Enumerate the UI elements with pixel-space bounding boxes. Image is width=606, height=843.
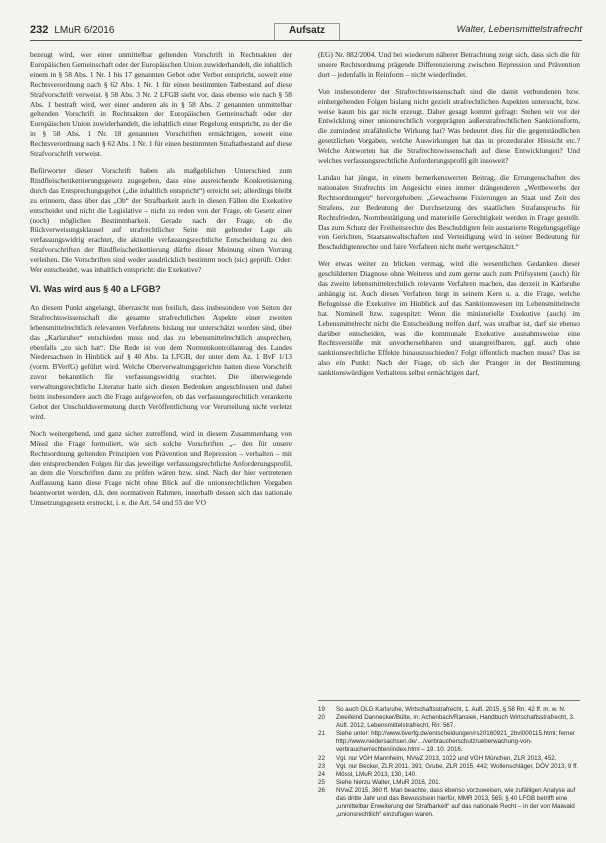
issue-label: LMuR 6/2016 — [54, 25, 115, 36]
section-tab: Aufsatz — [274, 23, 340, 40]
footnote — [318, 779, 580, 787]
footnote — [318, 706, 580, 714]
footnote-text: NVwZ 2015, 360 ff. Man beachte, dass ebenso vorzuweisen, wie zufälligen Analyse auf das dritte Jahr und das Bewusstsein hierfür, MMR 2013, 565; § 40 LFGB betrifft eine „unmittelbar Erweiterung der Strafbarkeit“ auf das nationale Recht – in der von Maiwald „unionsrechtlich“ einzufügen waren. — [336, 786, 576, 819]
page-header — [30, 22, 582, 41]
footnote — [318, 787, 580, 819]
footnote — [318, 730, 580, 754]
footnote-number: 25 — [318, 778, 325, 786]
footnote-text: Vgl. nur VGH Mannheim, NVwZ 2013, 1022 und VGH München, ZLR 2013, 452. — [336, 754, 557, 762]
footnote-number: 20 — [318, 714, 325, 722]
running-title: Walter, Lebensmittelstrafrecht — [456, 24, 582, 35]
footnote-text: Siehe unter: http://www.bverfg.de/entscheidungen/rs20160921_2bvl000115.html; ferner http://www.niedersachsen.de/…/verbraucherschutz/ueberwachung-von-verbraucherrechten/index.html – 19. 10. 2016. — [336, 730, 575, 754]
footnote-text: Siehe hierzu Walter, LMuR 2016, 201. — [336, 778, 441, 786]
footnote-number: 21 — [318, 730, 325, 738]
footnotes — [318, 700, 580, 819]
page-number: 232 — [30, 24, 49, 36]
footnote-number: 22 — [318, 754, 325, 762]
footnote — [318, 755, 580, 763]
paragraph: bezeugt wird, wer einer unmittelbar geltenden Vorschrift in Rechtsakten der Europäischen Gemeinschaft oder der Europäischen Union zuwiderhandelt, die inhaltlich einem in § 58 Abs. 1 Nr. 1 bis 17 genannten Gebot oder Verbot entspricht, soweit eine Rechtsverordnung nach § 62 Abs. 1 Nr. 1 für einen bestimmten Tatbestand auf diese Strafvorschrift verweist. § 58 Abs. 3 Nr. 2 LFGB sieht vor, dass ebenso wie nach § 58 Abs. 1 bestraft wird, wer einer anderen als in § 58 Abs. 2 genannten unmittelbar geltenden Vorschrift in Rechtsakten der Europäischen Gemeinschaft oder der Europäischen Union zuwiderhandelt, die inhaltlich einer Regelung entspricht, zu der die in § 58 Abs. 1 Nr. 18 genannten Vorschriften ermächtigen, soweit eine Rechtsverordnung nach § 62 Abs. 1 Nr. 1 für einen bestimmten Straftatbestand auf diese Strafvorschrift verweist. — [30, 50, 292, 159]
footnote-number: 23 — [318, 762, 325, 770]
header-page-info — [30, 24, 114, 36]
paragraph: Noch weitergehend, und ganz sicher zutreffend, wird in diesem Zusammenhang von Mössl die Frage formuliert, wie sich solche Vorschriften „– den für unsere Rechtsordnung geltenden Prinzipien von Prävention und Repression – verhalten – mit den entsprechenden Folgen für das jeweilige verfassungsrechtliche Anforderungsprofil, an dem die Vorschriften dann zu prüfen wären bzw. sind. Nach der hier vertretenen Auffassung kann diese Frage nicht ohne Blick auf die unionsrechtlichen Vorgaben beantwortet werden, d.h. den normativen Rahmen, innerhalb dessen sich das nationale Umsetzungsgesetz erstreckt, i. e. die Art. 54 und 55 der VO — [30, 428, 292, 508]
paragraph: (EG) Nr. 882/2004. Und bei wiederum näherer Betrachtung zeigt sich, dass sich die für unsere Rechtsordnung prägende Differenzierung zwischen Repression und Prävention dort – jedenfalls in Reinform – nicht wiederfindet. — [318, 50, 580, 79]
footnote-text: Mössl, LMuR 2013, 130, 140. — [336, 770, 417, 778]
footnote-number: 24 — [318, 770, 325, 778]
paragraph: Landau hat jüngst, in einem bemerkenswerten Beitrag, die Errungenschaften des nationalen Strafrechts im Angesicht eines immer drängenderen „Wettbewerbs der Rechtsordnungen“ hervorgehoben: „Gewachsene Fixierungen an Staat und Zeit des Strafens, zur Bedeutung der Durchsetzung des staatlichen Strafanspruchs für Rechtsfrieden, Normbestätigung und materielle Gerechtigkeit werden in Frage gestellt. Das zum Schutz der Freiheitsrechte des Beschuldigten fein austarierte Regelungsgefüge von Gerichten, Staatsanwaltschaften und Verteidigung wird in seiner Bedeutung für Beschuldigtenrechte und faire Verfahren nicht mehr wertgeschätzt.“ — [318, 172, 580, 252]
paragraph: An diesem Punkt angelangt, überrascht nun freilich, dass insbesondere von Seiten der Strafrechtswissenschaft die gesamte strafrechtlichen Aspekte einer zweiten lebensmittelrechtlich relevanten Verfahrens bislang nur unterschätzt worden sind, über das „Karlsruher“ entschieden muss und das zu lebensmittelrechtlich ansprechen, ebenfalls „zu sich hat“. Die Rede ist von dem Normenkontrollantrag des Landes Niedersachsen in Hinblick auf § 40 Abs. 1a LFGB, der unter dem Az. 1 BvF 1/13 (vorm. BVerfG) geführt wird. Welche Oberverwaltungsgerichte hatten diese Vorschrift zuvor bekanntlich für verfassungswidrig erachtet. Die überwiegende verwaltungsrechtliche Literatur hatte sich diesen Bedenken angeschlossen und dabei beim insbesondere auch die Frage aufgeworfen, ob das verfassungsrechtlich verankerte Gebot der Unschuldsvermutung durch Veröffentlichung vor Verurteilung nicht verletzt wird. — [30, 302, 292, 421]
section-heading: VI. Was wird aus § 40 a LFGB? — [30, 283, 161, 294]
footnote — [318, 714, 580, 730]
paragraph: Von insbesonderer der Strafrechtswissenschaft sind die damit verbundenen bzw. einhergehenden Folgen bislang nicht gezielt strafrechtlichen Aspekten untersucht, bzw. weise kaum bis gar nicht erzeugt. Daher gesagt kommt gefragt: Stehen wir vor der Entwicklung einer unionsrechtlich vorgeprägten außerstrafrechtlichen Sanktionsform, die zumindest strafähnliche Wirkung hat? Was bedeutet dies für die gegenständlichen gesetzlichen Vorgaben, welche Auswirkungen hat das in prozeduraler Hinsicht etc.? Welche Antworten hat die Strafrechtswissenschaft auf diese Entwicklungen? Und welches verfassungsrechtliche Anforderungsprofil gilt insoweit? — [318, 86, 580, 166]
footnote-number: 26 — [318, 786, 325, 794]
left-column — [30, 50, 292, 515]
footnote-text: Zweifelnd Dannecker/Bülte, in: Achenbach/Ransiek, Handbuch Wirtschaftsstrafrecht, 3. Aufl. 2012, Lebensmittelstrafrecht, Rn. 567. — [336, 714, 575, 730]
footnote-text: Vgl. nur Becker, ZLR 2011, 391; Grube, ZLR 2015, 442; Wollenschläger, DÖV 2013, 9 ff. — [336, 762, 579, 770]
footnote-number: 19 — [318, 706, 325, 713]
paragraph: Befürworter dieser Vorschrift haben als maßgeblichen Unterschied zum Rindfleischetikettierungsgesetz zugegeben, dass eine ausreichende Konkretisierung durch das Entsprechungsgebot („die inhaltlich entspricht“) erreicht sei; allerdings bleibt zu erinnern, dass über das „Ob“ der Strafbarkeit auch in diesen Fällen die Exekutive entscheidet und nicht die Legislative – nicht zu reden von der Frage, ob Gesetz einer (noch) möglichen Bestimmbarkeit. Gerade nach der Frage, ob die Rückverweisungsklausel auf strafrechtlicher Seite mit geltender Lage als verfassungswidrig erachtet, die aktuelle verfassungsrechtliche Entscheidung zu den Strafvorschriften der Rindfleischetikettierung dürfte dieser Meinung einen Vorrang verleihen. Die Vorschriften sind weder ausdrücklich bestimmt noch (sic) geprüft. Oder: Wer entscheidet, was inhaltlich entspricht: die Exekutive? — [30, 165, 292, 275]
footnote-text: So auch OLG Karlsruhe, Wirtschaftsstrafrecht, 1. Aufl. 2015, § 58 Rn. 42 ff. m. w. N. — [336, 706, 566, 713]
paragraph: Wer etwas weiter zu blicken vermag, wird die wesentlichen Gedanken dieser geschilderten Diagnose ohne Weiteres und zum gerne auch zum Prüfsystem (auch) für das zweite lebensmittelrechtlich relevante Verfahren machen, das derzeit in Karlsruhe anhängig ist. Auch dieses Verfahren birgt in seinem Kern u. a. die Frage, welche Befugnisse die Exekutive im Hinblick auf das Sanktionswesen im Lebensmittelrecht hat. Nominell bzw. zugespitzt: Wenn die ministerielle Exekutive (auch) im Lebensmittelrecht nicht die Entscheidung treffen darf, was strafbar ist, darf sie ebenso darüber entscheiden, was die kommunale Exekutive ausnahmsweise eine Rechtsverstöße mit unvorhersehbaren und unangreifbaren, ggf. auch ohne sanktionsrechtliche Effekte hinauszuschieden? Folgt öffentlich machen muss? Das ist also ein Punkt: Nach der Frage, ob sich der Pranger in der Bestimmung sanktionswürdigen Verhaltens selbst ermächtigen darf, — [318, 259, 580, 378]
right-column — [318, 50, 580, 385]
footnote — [318, 771, 580, 779]
footnote — [318, 763, 580, 771]
